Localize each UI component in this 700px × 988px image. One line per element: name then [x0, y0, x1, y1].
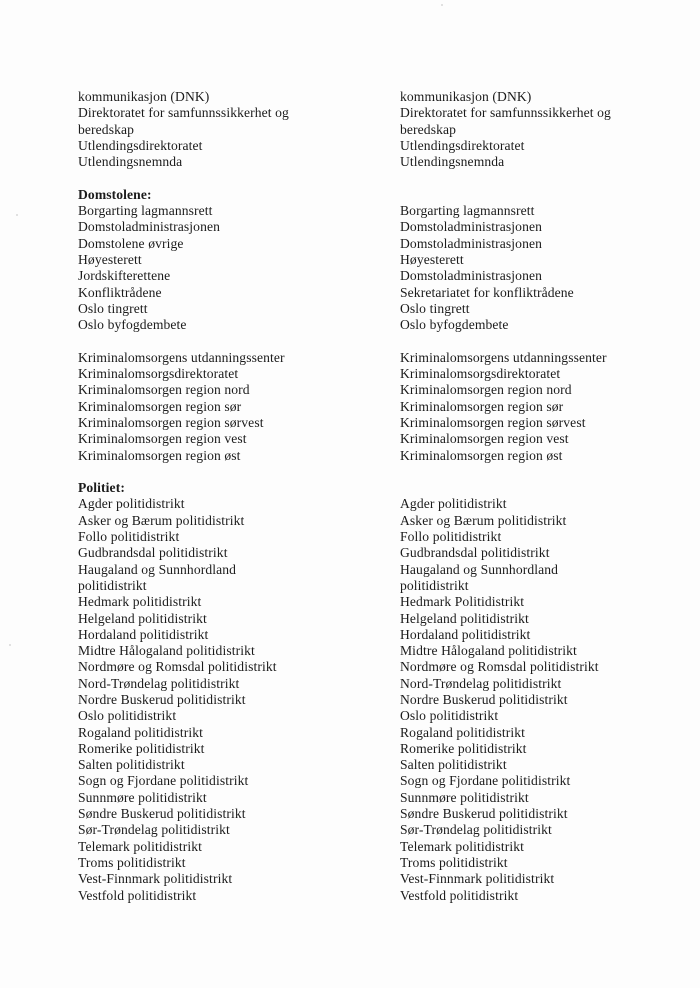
text-line: Hordaland politidistrikt — [400, 626, 531, 642]
text-line: Oslo byfogdembete — [78, 317, 187, 333]
text-line: Hordaland politidistrikt — [78, 626, 209, 642]
text-line: Gudbrandsdal politidistrikt — [78, 545, 228, 561]
text-line: beredskap — [400, 121, 457, 137]
blank-line — [78, 170, 289, 186]
text-line: kommunikasjon (DNK) — [78, 89, 210, 104]
text-line: Borgarting lagmannsrett — [78, 203, 213, 219]
text-line: Salten politidistrikt — [78, 757, 185, 773]
blank-line — [400, 333, 611, 349]
blank-line — [400, 187, 611, 203]
text-line: Hedmark politidistrikt — [78, 594, 202, 610]
text-line: Oslo tingrett — [78, 300, 148, 316]
text-line: beredskap — [78, 121, 135, 137]
text-line: Asker og Bærum politidistrikt — [78, 512, 245, 528]
scan-speck — [9, 644, 11, 646]
text-line: Direktoratet for samfunnssikkerhet og — [400, 105, 611, 121]
text-line: Utlendingsdirektoratet — [400, 137, 525, 153]
text-line: Sør-Trøndelag politidistrikt — [78, 822, 230, 838]
text-line: kommunikasjon (DNK) — [400, 89, 532, 104]
text-line: Kriminalomsorgen region sør — [78, 398, 242, 414]
text-line: Romerike politidistrikt — [400, 740, 527, 756]
text-line: Telemark politidistrikt — [400, 838, 525, 854]
text-line: Jordskifterettene — [78, 268, 171, 284]
scan-speck — [441, 4, 443, 6]
left-column — [78, 89, 289, 904]
text-line: Vestfold politidistrikt — [400, 887, 519, 903]
text-line: Nordre Buskerud politidistrikt — [78, 691, 246, 707]
text-line: Kriminalomsorgen region vest — [78, 431, 247, 447]
text-line: Utlendingsnemnda — [400, 154, 505, 170]
text-line: Sogn og Fjordane politidistrikt — [400, 773, 571, 789]
blank-line — [78, 464, 289, 480]
text-line: Midtre Hålogaland politidistrikt — [400, 643, 577, 659]
text-line: Salten politidistrikt — [400, 757, 507, 773]
text-line: Borgarting lagmannsrett — [400, 203, 535, 219]
text-line: Utlendingsnemnda — [78, 154, 183, 170]
text-line: Direktoratet for samfunnssikkerhet og — [78, 105, 289, 121]
text-line: Høyesterett — [78, 251, 142, 267]
text-line: Kriminalomsorgsdirektoratet — [400, 366, 561, 382]
text-line: politidistrikt — [78, 577, 147, 593]
text-line: Agder politidistrikt — [78, 496, 185, 512]
text-line: Oslo politidistrikt — [400, 708, 499, 724]
text-line: politidistrikt — [400, 577, 469, 593]
section-heading: Politiet: — [78, 480, 125, 496]
text-line: Konfliktrådene — [78, 284, 162, 300]
text-line: Utlendingsdirektoratet — [78, 137, 203, 153]
right-column — [400, 89, 611, 904]
text-line: Kriminalomsorgen region sørvest — [400, 414, 586, 430]
text-line: Kriminalomsorgen region vest — [400, 431, 569, 447]
text-line: Oslo tingrett — [400, 300, 470, 316]
text-line: Sør-Trøndelag politidistrikt — [400, 822, 552, 838]
text-line: Nordmøre og Romsdal politidistrikt — [78, 659, 277, 675]
text-line: Domstoladministrasjonen — [400, 219, 543, 235]
text-line: Midtre Hålogaland politidistrikt — [78, 643, 255, 659]
text-line: Nordre Buskerud politidistrikt — [400, 691, 568, 707]
text-line: Oslo politidistrikt — [78, 708, 177, 724]
text-line: Domstoladministrasjonen — [400, 235, 543, 251]
text-line: Follo politidistrikt — [78, 529, 180, 545]
blank-line — [400, 464, 611, 480]
text-line: Rogaland politidistrikt — [400, 724, 526, 740]
text-line: Søndre Buskerud politidistrikt — [400, 806, 568, 822]
text-line: Nord-Trøndelag politidistrikt — [78, 675, 240, 691]
text-line: Sogn og Fjordane politidistrikt — [78, 773, 249, 789]
text-line: Domstoladministrasjonen — [400, 268, 543, 284]
text-line: Søndre Buskerud politidistrikt — [78, 806, 246, 822]
text-line: Domstoladministrasjonen — [78, 219, 221, 235]
text-line: Asker og Bærum politidistrikt — [400, 512, 567, 528]
text-line: Nord-Trøndelag politidistrikt — [400, 675, 562, 691]
text-line: Helgeland politidistrikt — [78, 610, 207, 626]
text-line: Kriminalomsorgen region sørvest — [78, 414, 264, 430]
text-line: Vest-Finnmark politidistrikt — [78, 871, 233, 887]
text-line: Hedmark Politidistrikt — [400, 594, 525, 610]
blank-line — [400, 170, 611, 186]
text-line: Rogaland politidistrikt — [78, 724, 204, 740]
text-line: Nordmøre og Romsdal politidistrikt — [400, 659, 599, 675]
text-line: Romerike politidistrikt — [78, 740, 205, 756]
text-line: Troms politidistrikt — [78, 854, 186, 870]
text-line: Kriminalomsorgsdirektoratet — [78, 366, 239, 382]
blank-line — [78, 333, 289, 349]
text-line: Kriminalomsorgen region nord — [78, 382, 250, 398]
text-line: Haugaland og Sunnhordland — [400, 561, 559, 577]
text-line: Kriminalomsorgens utdanningssenter — [400, 349, 607, 365]
text-line: Vestfold politidistrikt — [78, 887, 197, 903]
text-line: Oslo byfogdembete — [400, 317, 509, 333]
text-line: Sunnmøre politidistrikt — [78, 789, 207, 805]
text-line: Sekretariatet for konfliktrådene — [400, 284, 574, 300]
text-line: Domstolene øvrige — [78, 235, 184, 251]
text-line: Telemark politidistrikt — [78, 838, 203, 854]
text-line: Kriminalomsorgens utdanningssenter — [78, 349, 285, 365]
text-line: Kriminalomsorgen region sør — [400, 398, 564, 414]
section-heading: Domstolene: — [78, 186, 152, 202]
text-line: Troms politidistrikt — [400, 854, 508, 870]
text-line: Helgeland politidistrikt — [400, 610, 529, 626]
text-line: Kriminalomsorgen region øst — [400, 447, 563, 463]
blank-line — [400, 480, 611, 496]
text-line: Vest-Finnmark politidistrikt — [400, 871, 555, 887]
scan-speck — [16, 214, 18, 216]
text-line: Gudbrandsdal politidistrikt — [400, 545, 550, 561]
text-line: Haugaland og Sunnhordland — [78, 561, 237, 577]
text-line: Agder politidistrikt — [400, 496, 507, 512]
text-line: Kriminalomsorgen region nord — [400, 382, 572, 398]
text-line: Kriminalomsorgen region øst — [78, 447, 241, 463]
text-line: Høyesterett — [400, 251, 464, 267]
text-line: Sunnmøre politidistrikt — [400, 789, 529, 805]
text-line: Follo politidistrikt — [400, 529, 502, 545]
